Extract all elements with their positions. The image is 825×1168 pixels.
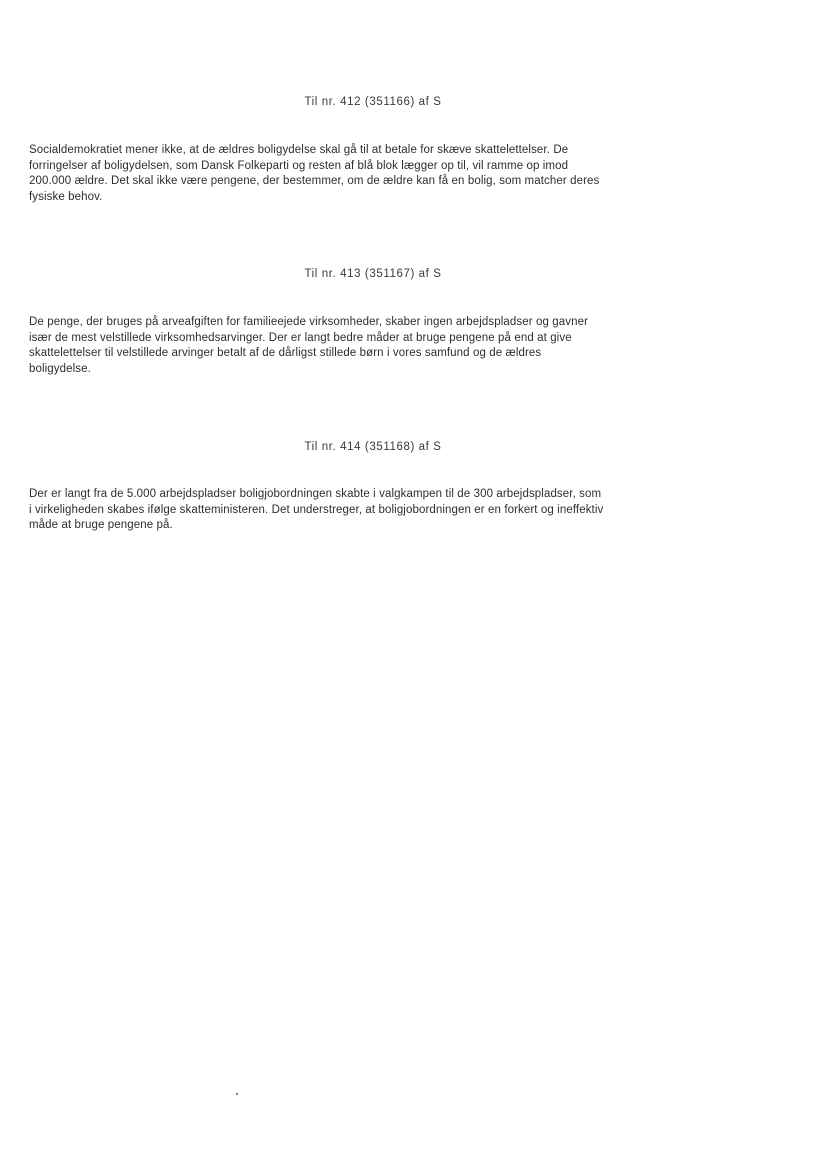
body-line: især de mest velstillede virksomhedsarvinger. Der er langt bedre måder at bruge pengene på end at give bbox=[29, 331, 572, 344]
scan-speck bbox=[236, 1093, 238, 1095]
section-heading-414: Til nr. 414 (351168) af S bbox=[304, 441, 442, 453]
body-line: Socialdemokratiet mener ikke, at de ældres boligydelse skal gå til at betale for skæve skattelettelser. De bbox=[29, 144, 569, 156]
section-heading-412: Til nr. 412 (351166) af S bbox=[304, 96, 442, 108]
section-body-412 bbox=[29, 143, 709, 205]
body-line: måde at bruge pengene på. bbox=[29, 519, 173, 532]
body-line: boligydelse. bbox=[29, 362, 91, 375]
body-line: skattelettelser til velstillede arvinger betalt af de dårligst stillede børn i vores samfund og de ældres bbox=[29, 347, 542, 360]
body-line: forringelser af boligydelsen, som Dansk Folkeparti og resten af blå blok lægger op til, vil ramme op imod bbox=[29, 159, 569, 172]
section-heading-413: Til nr. 413 (351167) af S bbox=[304, 268, 442, 280]
body-line: De penge, der bruges på arveafgiften for familieejede virksomheder, skaber ingen arbejdspladser og gavner bbox=[29, 316, 588, 328]
body-line: Der er langt fra de 5.000 arbejdspladser boligjobordningen skabte i valgkampen til de 300 arbejdspladser, som bbox=[29, 488, 602, 500]
body-line: 200.000 ældre. Det skal ikke være pengene, der bestemmer, om de ældre kan få en bolig, som matcher deres bbox=[29, 175, 600, 188]
body-line: fysiske behov. bbox=[29, 190, 103, 203]
section-body-413 bbox=[29, 315, 709, 377]
body-line: i virkeligheden skabes ifølge skatteministeren. Det understreger, at boligjobordningen er en forkert og ineffektiv bbox=[29, 503, 604, 516]
section-body-414 bbox=[29, 487, 709, 534]
